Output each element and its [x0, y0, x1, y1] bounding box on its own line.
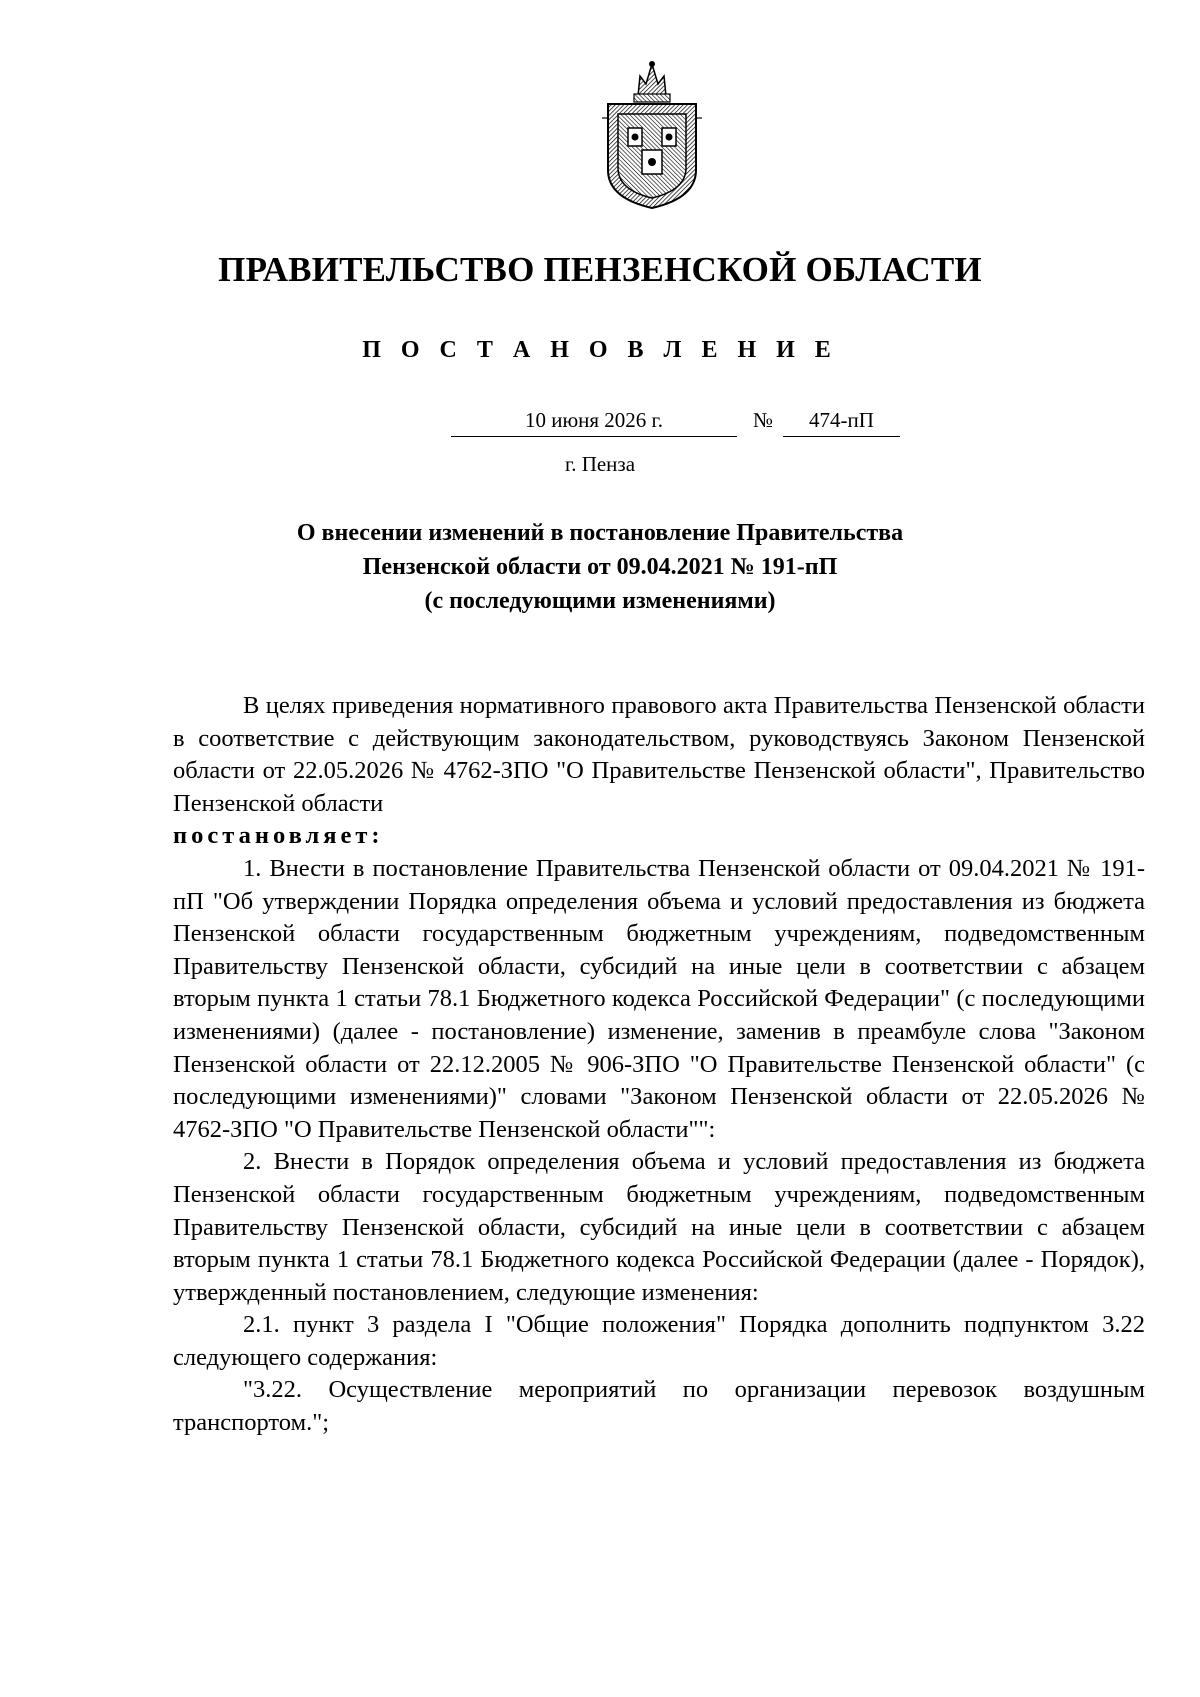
item-1-paragraph: 1. Внести в постановление Правительства Пензенской области от 09.04.2021 № 191-пП "Об утверждении Порядка определения объема и условий предоставления из бюджета Пензенской области государственным бюджетным учреждениям, подведомственным Правительству Пензенской области, субсидий на иные цели в соответствии с абзацем вторым пункта 1 статьи 78.1 Бюджетного кодекса Российской Федерации" (с последующими изменениями) (далее - постановление) изменение, заменив в преамбуле слова "Законом Пензенской области от 22.12.2005 № 906-ЗПО "О Правительстве Пензенской области" (с последующими изменениями)" словами "Законом Пензенской области от 22.05.2026 № 4762-ЗПО "О Правительстве Пензенской области"": — [173, 854, 1145, 1143]
document-subject — [230, 516, 970, 618]
document-type-heading: П О С Т А Н О В Л Е Н И Е — [362, 337, 838, 363]
document-date: 10 июня 2026 г. — [451, 408, 737, 437]
coat-of-arms-emblem — [598, 58, 706, 210]
item-2-1-paragraph: 2.1. пункт 3 раздела I "Общие положения" Порядка дополнить подпунктом 3.22 следующего содержания: — [173, 1311, 1145, 1371]
preamble-text: В целях приведения нормативного правового акта Правительства Пензенской области в соответствие с действующим законодательством, руководствуясь Законом Пензенской области от 22.05.2026 № 4762-ЗПО "О Правительстве Пензенской области", Правительство Пензенской области — [173, 692, 1145, 817]
organization-title: ПРАВИТЕЛЬСТВО ПЕНЗЕНСКОЙ ОБЛАСТИ — [218, 250, 982, 289]
preamble-paragraph — [173, 690, 1145, 820]
subject-line-3: (с последующими изменениями) — [424, 588, 776, 614]
number-sign: № — [752, 408, 774, 432]
resolves-word: постановляет: — [173, 822, 384, 850]
resolves-paragraph — [173, 820, 1145, 853]
item-2-1-text-paragraph: "3.22. Осуществление мероприятий по организации перевозок воздушным транспортом."; — [173, 1376, 1145, 1437]
subject-line-1: О внесении изменений в постановление Правительства — [296, 520, 904, 546]
document-number: 474-пП — [783, 408, 900, 437]
document-body — [173, 690, 1145, 1440]
item-2-paragraph: 2. Внести в Порядок определения объема и условий предоставления из бюджета Пензенской области государственным бюджетным учреждениям, подведомственным Правительству Пензенской области, субсидий на иные цели в соответствии с абзацем вторым пункта 1 статьи 78.1 Бюджетного кодекса Российской Федерации (далее - Порядок), утвержденный постановлением, следующие изменения: — [173, 1148, 1145, 1306]
document-city: г. Пенза — [564, 452, 636, 476]
subject-line-2: Пензенской области от 09.04.2021 № 191-пП — [362, 554, 838, 580]
